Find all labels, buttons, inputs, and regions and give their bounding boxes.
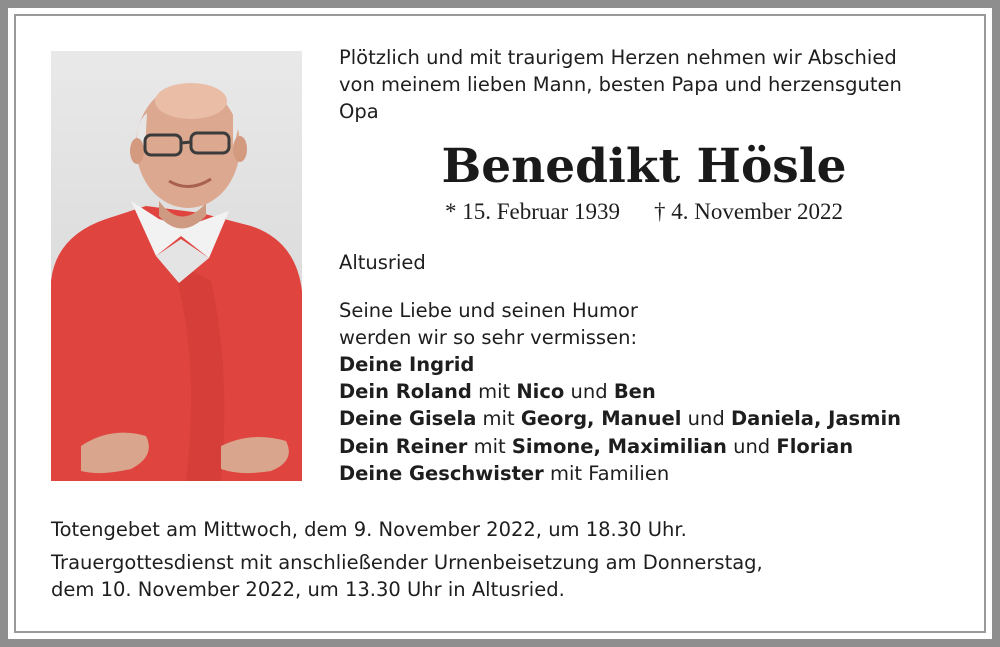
connector-text: und	[681, 407, 731, 431]
connector-text: und	[564, 380, 614, 404]
mourner-name: Simone, Maximilian	[511, 434, 727, 458]
service-info	[51, 516, 951, 603]
mass-line: dem 10. November 2022, um 13.30 Uhr in Altusried.	[51, 578, 565, 601]
quote-line: Seine Liebe und seinen Humor	[339, 299, 638, 322]
intro-text	[339, 44, 959, 125]
prayer-info: Totengebet am Mittwoch, dem 9. November 2022, um 18.30 Uhr.	[51, 518, 687, 541]
home-town: Altusried	[339, 251, 426, 274]
mourner-line	[339, 433, 979, 460]
funeral-mass-info	[51, 549, 951, 603]
mourner-name: Florian	[776, 434, 854, 458]
birth-date: * 15. Februar 1939	[444, 199, 620, 224]
mourner-name: Deine Gisela	[339, 407, 477, 431]
death-date: † 4. November 2022	[653, 199, 844, 224]
mourner-name: Daniela, Jasmin	[730, 407, 902, 431]
mourner-line	[339, 460, 979, 487]
memorial-quote	[339, 297, 959, 351]
connector-text: mit	[467, 434, 512, 458]
mourners-list	[339, 351, 979, 487]
connector-text: mit	[471, 380, 517, 404]
mourner-name: Georg, Manuel	[520, 407, 682, 431]
mourner-name: Deine Ingrid	[339, 353, 475, 376]
connector-text: und	[726, 434, 777, 458]
intro-line: von meinem lieben Mann, besten Papa und herzensguten	[339, 73, 902, 96]
life-dates	[339, 197, 949, 227]
mass-line: Trauergottesdienst mit anschließender Urnenbeisetzung am Donnerstag,	[51, 551, 763, 574]
mourner-name: Deine Geschwister	[339, 461, 544, 485]
mourner-name: Ben	[613, 380, 656, 404]
quote-line: werden wir so sehr vermissen:	[339, 326, 638, 349]
mourner-name: Nico	[516, 380, 565, 404]
connector-text: mit Familien	[543, 461, 670, 485]
mourner-line	[339, 405, 979, 432]
mourner-name: Dein Roland	[339, 380, 472, 404]
mourner-line	[339, 351, 979, 378]
deceased-name: Benedikt Hösle	[441, 139, 847, 194]
mourner-line	[339, 378, 979, 405]
intro-line: Opa	[339, 100, 379, 123]
mourner-name: Dein Reiner	[339, 434, 468, 458]
intro-line: Plötzlich und mit traurigem Herzen nehmen wir Abschied	[339, 46, 897, 69]
portrait-photo	[51, 51, 302, 481]
connector-text: mit	[476, 407, 521, 431]
